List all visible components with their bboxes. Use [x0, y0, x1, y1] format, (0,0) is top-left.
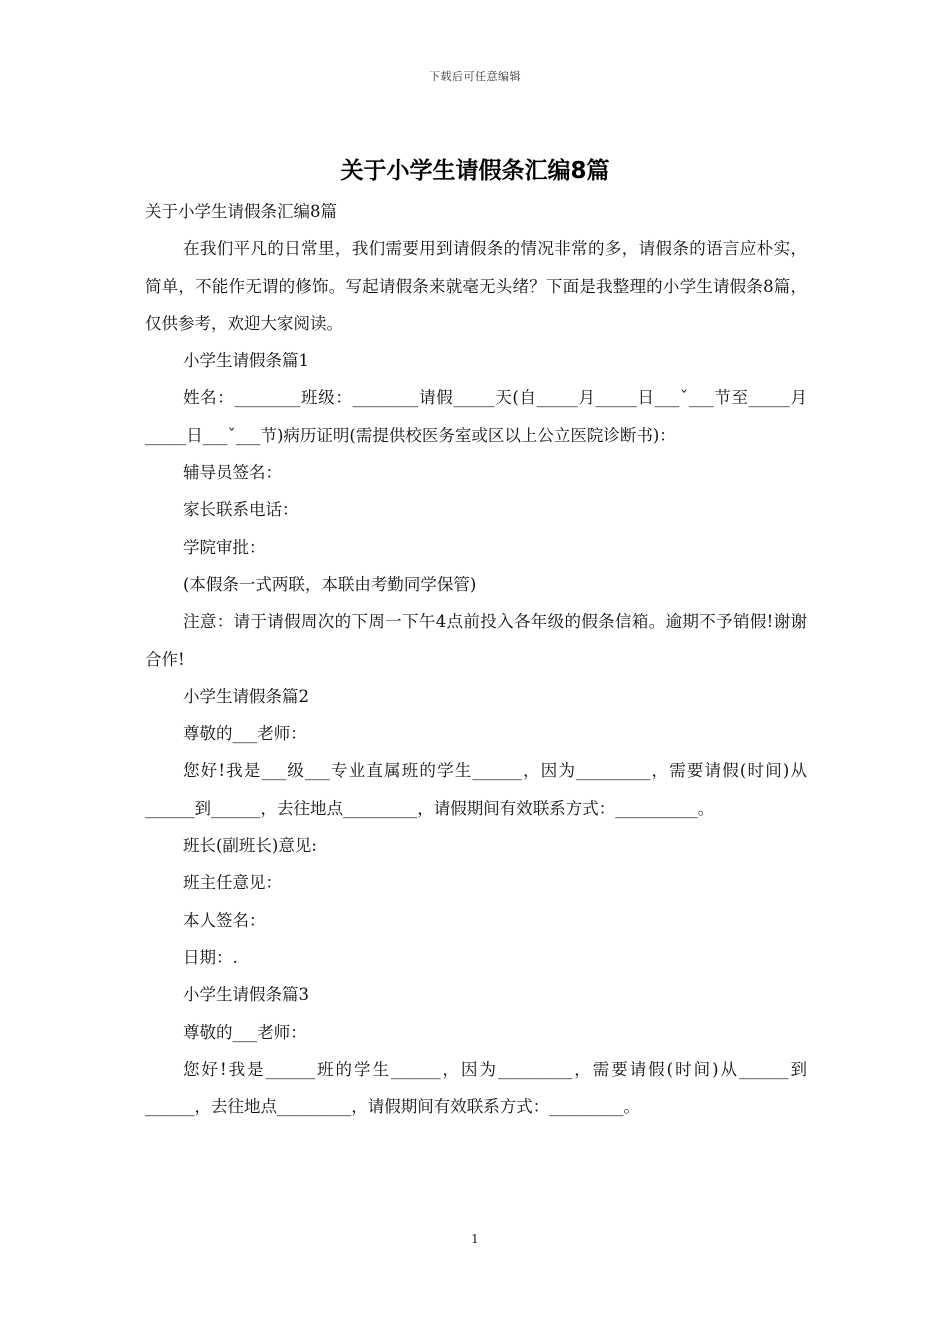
salutation-line: 尊敬的___老师：	[183, 724, 307, 744]
page-number: 1	[471, 1232, 479, 1246]
parent-phone-line: 家长联系电话：	[183, 500, 299, 520]
page-header: 下载后可任意编辑	[429, 70, 521, 83]
section-heading: 小学生请假条篇2	[183, 686, 309, 706]
document-title: 关于小学生请假条汇编8篇	[340, 158, 610, 184]
notice-paragraph: 注意：请于请假周次的下周一下午4点前投入各年级的假条信箱。逾期不予销假!谢谢合作!	[145, 612, 807, 669]
request-paragraph: 您好!我是______班的学生______，因为_________，需要请假(时间)从______到______，去往地点_________，请假期间有效联系方式：_________。	[145, 1059, 807, 1117]
college-approval-line: 学院审批：	[183, 537, 266, 557]
counselor-signature-line: 辅导员签名：	[183, 463, 282, 483]
monitor-opinion-line: 班长(副班长)意见:	[183, 836, 317, 856]
date-line: 日期：.	[183, 947, 238, 967]
salutation-line: 尊敬的___老师：	[183, 1022, 307, 1042]
form-fields-paragraph: 姓名：________班级：________请假_____天(自_____月_____日___ˇ___节至_____月_____日___ˇ___节)病历证明(需提供校医务室或区以上公立医院诊断书)：	[145, 388, 807, 445]
document-body	[145, 193, 807, 1125]
intro-paragraph: 在我们平凡的日常里，我们需要用到请假条的情况非常的多，请假条的语言应朴实，简单，不能作无谓的修饰。写起请假条来就毫无头绪？下面是我整理的小学生请假条8篇，仅供参考，欢迎大家阅读。	[145, 239, 807, 333]
request-paragraph: 您好!我是___级___专业直属班的学生______，因为_________，需要请假(时间)从______到______，去往地点_________，请假期间有效联系方式：__________。	[145, 761, 807, 818]
section-heading: 小学生请假条篇1	[183, 351, 309, 371]
self-signature-line: 本人签名：	[183, 910, 266, 930]
subtitle-paragraph: 关于小学生请假条汇编8篇	[145, 202, 337, 221]
copy-note-line: (本假条一式两联，本联由考勤同学保管)	[183, 574, 477, 594]
teacher-opinion-line: 班主任意见：	[183, 873, 282, 893]
section-heading: 小学生请假条篇3	[183, 985, 309, 1005]
